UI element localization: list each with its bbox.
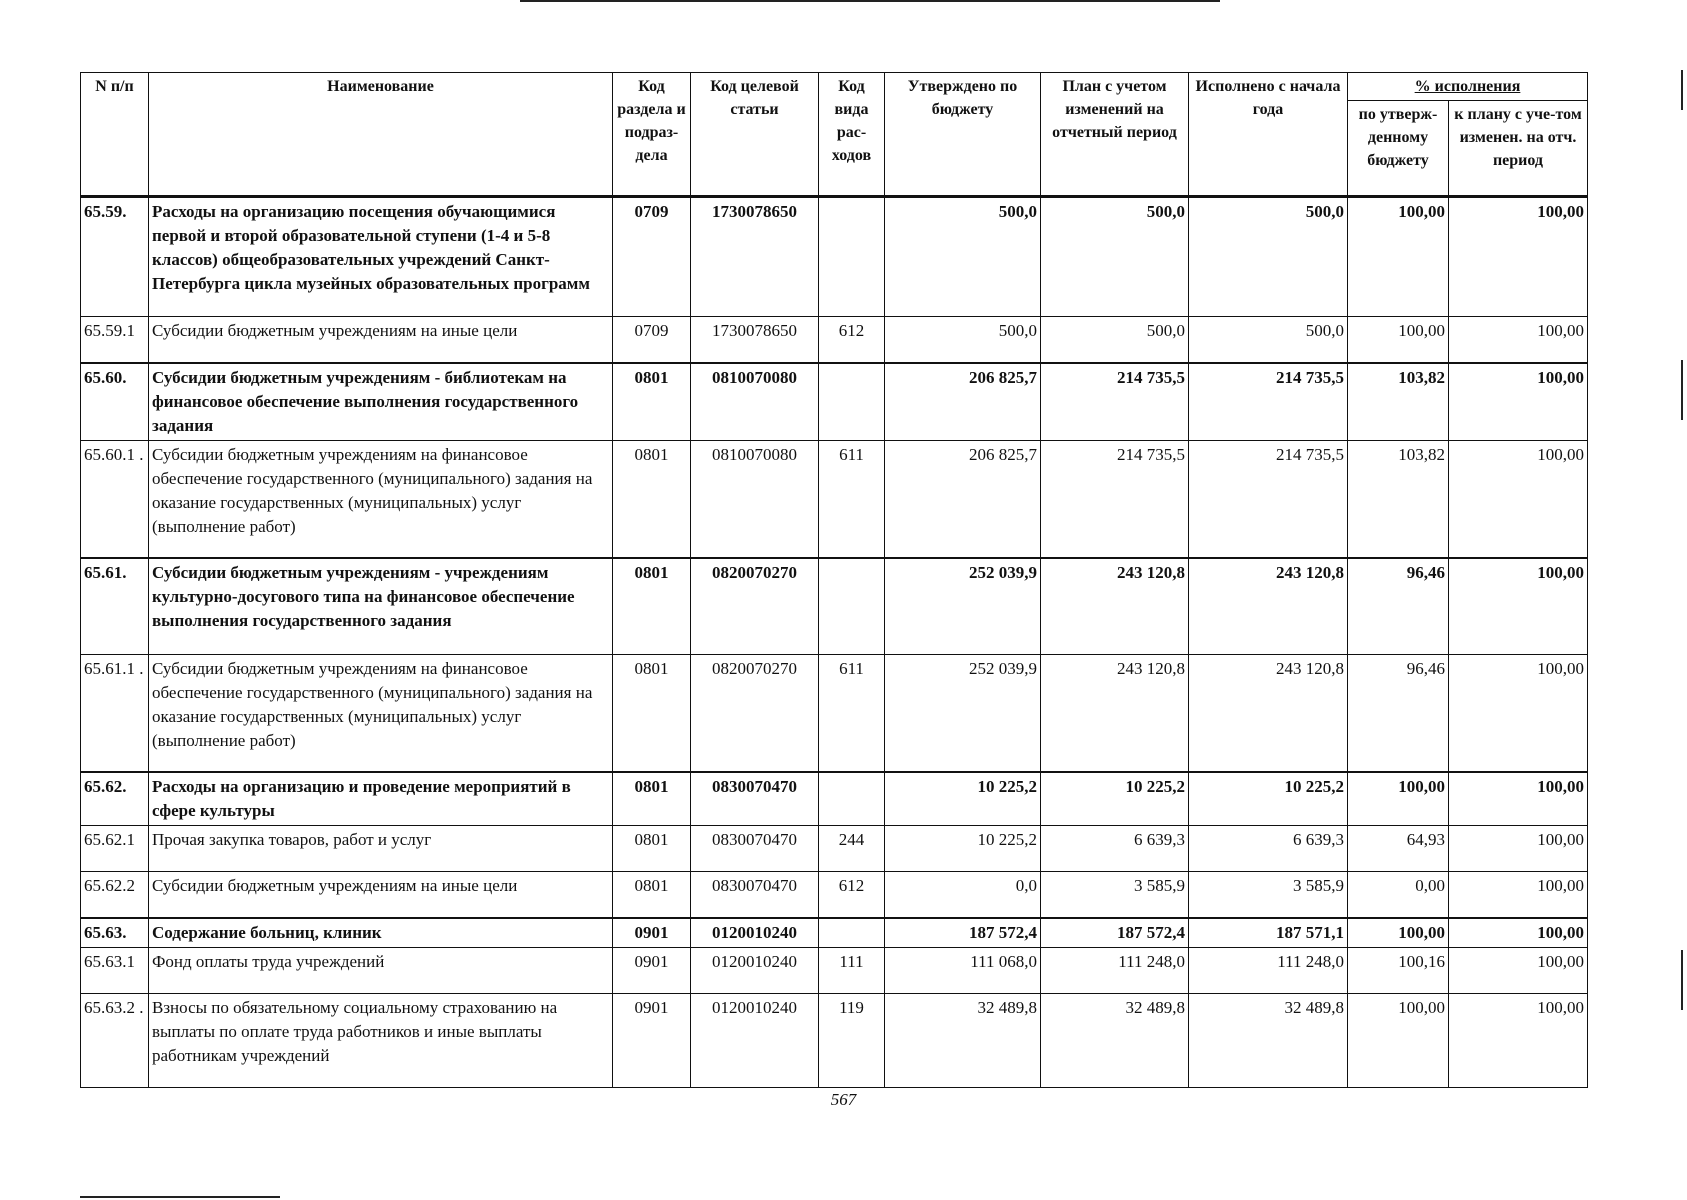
row-executed: 500,0 [1189, 317, 1348, 363]
row-pct-plan: 100,00 [1449, 440, 1588, 558]
row-name: Субсидии бюджетным учреждениям на финансовое обеспечение государственного (муниципального) задания на оказание государственных (муниципальных) услуг (выполнение работ) [149, 440, 613, 558]
row-target-code: 0120010240 [691, 947, 819, 993]
row-expense-type-code: 111 [819, 947, 885, 993]
row-executed: 10 225,2 [1189, 772, 1348, 826]
row-section-code: 0709 [613, 197, 691, 317]
header-executed: Исполнено с начала года [1189, 73, 1348, 197]
table-row [81, 826, 1588, 872]
row-number: 65.59.1 [81, 317, 149, 363]
row-expense-type-code: 611 [819, 654, 885, 772]
row-plan: 187 572,4 [1041, 918, 1189, 948]
row-expense-type-code [819, 918, 885, 948]
row-section-code: 0801 [613, 826, 691, 872]
row-name: Субсидии бюджетным учреждениям - учреждениям культурно-досугового типа на финансовое обеспечение выполнения государственного задания [149, 558, 613, 654]
row-section-code: 0801 [613, 440, 691, 558]
row-expense-type-code: 612 [819, 872, 885, 918]
row-pct-budget: 100,00 [1348, 918, 1449, 948]
row-pct-budget: 64,93 [1348, 826, 1449, 872]
row-plan: 243 120,8 [1041, 558, 1189, 654]
row-executed: 111 248,0 [1189, 947, 1348, 993]
row-target-code: 0820070270 [691, 654, 819, 772]
row-pct-plan: 100,00 [1449, 772, 1588, 826]
row-pct-plan: 100,00 [1449, 363, 1588, 441]
row-approved: 32 489,8 [885, 993, 1041, 1087]
table-row [81, 558, 1588, 654]
row-number: 65.60. [81, 363, 149, 441]
header-percent-group: % исполнения [1348, 73, 1588, 101]
row-section-code: 0801 [613, 558, 691, 654]
row-expense-type-code [819, 558, 885, 654]
row-pct-budget: 100,00 [1348, 993, 1449, 1087]
row-pct-budget: 103,82 [1348, 440, 1449, 558]
scan-edge-mark [1681, 950, 1683, 1010]
table-row [81, 993, 1588, 1087]
row-section-code: 0901 [613, 918, 691, 948]
table-row [81, 918, 1588, 948]
row-plan: 214 735,5 [1041, 363, 1189, 441]
row-pct-plan: 100,00 [1449, 993, 1588, 1087]
row-plan: 243 120,8 [1041, 654, 1189, 772]
row-plan: 10 225,2 [1041, 772, 1189, 826]
row-name: Содержание больниц, клиник [149, 918, 613, 948]
row-expense-type-code [819, 363, 885, 441]
row-expense-type-code: 244 [819, 826, 885, 872]
row-approved: 252 039,9 [885, 654, 1041, 772]
row-pct-budget: 103,82 [1348, 363, 1449, 441]
row-pct-plan: 100,00 [1449, 558, 1588, 654]
row-pct-budget: 100,00 [1348, 772, 1449, 826]
row-name: Взносы по обязательному социальному страхованию на выплаты по оплате труда работников и иные выплаты работникам учреждений [149, 993, 613, 1087]
table-row [81, 197, 1588, 317]
row-pct-plan: 100,00 [1449, 872, 1588, 918]
row-target-code: 0120010240 [691, 918, 819, 948]
row-approved: 500,0 [885, 317, 1041, 363]
row-executed: 243 120,8 [1189, 654, 1348, 772]
row-pct-budget: 100,16 [1348, 947, 1449, 993]
row-name: Субсидии бюджетным учреждениям на иные цели [149, 872, 613, 918]
row-number: 65.63. [81, 918, 149, 948]
table-row [81, 872, 1588, 918]
row-plan: 111 248,0 [1041, 947, 1189, 993]
row-section-code: 0801 [613, 654, 691, 772]
header-plan: План с учетом изменений на отчетный период [1041, 73, 1189, 197]
table-row [81, 772, 1588, 826]
table-row [81, 654, 1588, 772]
header-pct-plan: к плану с уче-том изменен. на отч. период [1449, 101, 1588, 197]
table-body [81, 197, 1588, 1088]
table-row [81, 363, 1588, 441]
row-executed: 6 639,3 [1189, 826, 1348, 872]
table-row [81, 317, 1588, 363]
row-target-code: 0820070270 [691, 558, 819, 654]
row-plan: 500,0 [1041, 197, 1189, 317]
row-expense-type-code [819, 772, 885, 826]
header-section-code: Код раздела и подраз-дела [613, 73, 691, 197]
row-number: 65.62. [81, 772, 149, 826]
row-target-code: 0810070080 [691, 363, 819, 441]
row-approved: 500,0 [885, 197, 1041, 317]
row-executed: 243 120,8 [1189, 558, 1348, 654]
row-approved: 111 068,0 [885, 947, 1041, 993]
row-number: 65.59. [81, 197, 149, 317]
row-approved: 10 225,2 [885, 772, 1041, 826]
header-num: N п/п [81, 73, 149, 197]
row-pct-plan: 100,00 [1449, 317, 1588, 363]
header-approved: Утверждено по бюджету [885, 73, 1041, 197]
header-target-code: Код целевой статьи [691, 73, 819, 197]
row-expense-type-code: 612 [819, 317, 885, 363]
row-pct-budget: 96,46 [1348, 654, 1449, 772]
row-expense-type-code: 119 [819, 993, 885, 1087]
row-pct-plan: 100,00 [1449, 947, 1588, 993]
row-number: 65.60.1 . [81, 440, 149, 558]
header-name: Наименование [149, 73, 613, 197]
header-expense-type-code: Код вида рас-ходов [819, 73, 885, 197]
row-number: 65.61. [81, 558, 149, 654]
row-executed: 214 735,5 [1189, 363, 1348, 441]
row-target-code: 0830070470 [691, 872, 819, 918]
row-number: 65.63.1 [81, 947, 149, 993]
row-section-code: 0901 [613, 947, 691, 993]
table-row [81, 440, 1588, 558]
row-name: Субсидии бюджетным учреждениям на иные цели [149, 317, 613, 363]
row-executed: 32 489,8 [1189, 993, 1348, 1087]
row-approved: 206 825,7 [885, 363, 1041, 441]
row-number: 65.63.2 . [81, 993, 149, 1087]
row-executed: 500,0 [1189, 197, 1348, 317]
row-target-code: 0810070080 [691, 440, 819, 558]
row-number: 65.61.1 . [81, 654, 149, 772]
row-approved: 0,0 [885, 872, 1041, 918]
row-expense-type-code: 611 [819, 440, 885, 558]
row-pct-plan: 100,00 [1449, 826, 1588, 872]
row-name: Фонд оплаты труда учреждений [149, 947, 613, 993]
row-name: Субсидии бюджетным учреждениям - библиотекам на финансовое обеспечение выполнения государственного задания [149, 363, 613, 441]
row-section-code: 0801 [613, 363, 691, 441]
row-name: Прочая закупка товаров, работ и услуг [149, 826, 613, 872]
row-executed: 187 571,1 [1189, 918, 1348, 948]
row-pct-budget: 100,00 [1348, 197, 1449, 317]
row-target-code: 0830070470 [691, 826, 819, 872]
table-row [81, 947, 1588, 993]
row-pct-plan: 100,00 [1449, 654, 1588, 772]
row-plan: 500,0 [1041, 317, 1189, 363]
row-plan: 214 735,5 [1041, 440, 1189, 558]
row-pct-budget: 100,00 [1348, 317, 1449, 363]
top-page-rule [520, 0, 1220, 4]
row-approved: 206 825,7 [885, 440, 1041, 558]
row-name: Расходы на организацию и проведение мероприятий в сфере культуры [149, 772, 613, 826]
row-section-code: 0901 [613, 993, 691, 1087]
row-approved: 252 039,9 [885, 558, 1041, 654]
row-executed: 3 585,9 [1189, 872, 1348, 918]
row-approved: 10 225,2 [885, 826, 1041, 872]
row-target-code: 1730078650 [691, 197, 819, 317]
bottom-page-rule [80, 1196, 280, 1200]
row-plan: 3 585,9 [1041, 872, 1189, 918]
row-pct-plan: 100,00 [1449, 918, 1588, 948]
scan-edge-mark [1681, 360, 1683, 420]
row-pct-budget: 0,00 [1348, 872, 1449, 918]
row-pct-budget: 96,46 [1348, 558, 1449, 654]
row-name: Расходы на организацию посещения обучающимися первой и второй образовательной ступени (1-4 и 5-8 классов) общеобразовательных учреждений Санкт-Петербурга цикла музейных образовательных программ [149, 197, 613, 317]
scan-edge-mark [1681, 70, 1683, 110]
budget-execution-table [80, 72, 1588, 1088]
header-pct-budget: по утверж-денному бюджету [1348, 101, 1449, 197]
row-target-code: 0120010240 [691, 993, 819, 1087]
row-target-code: 1730078650 [691, 317, 819, 363]
row-section-code: 0801 [613, 872, 691, 918]
row-expense-type-code [819, 197, 885, 317]
row-target-code: 0830070470 [691, 772, 819, 826]
row-approved: 187 572,4 [885, 918, 1041, 948]
row-name: Субсидии бюджетным учреждениям на финансовое обеспечение государственного (муниципального) задания на оказание государственных (муниципальных) услуг (выполнение работ) [149, 654, 613, 772]
row-pct-plan: 100,00 [1449, 197, 1588, 317]
row-executed: 214 735,5 [1189, 440, 1348, 558]
row-number: 65.62.1 [81, 826, 149, 872]
row-section-code: 0709 [613, 317, 691, 363]
row-plan: 6 639,3 [1041, 826, 1189, 872]
row-plan: 32 489,8 [1041, 993, 1189, 1087]
page-number: 567 [830, 1090, 857, 1109]
row-number: 65.62.2 [81, 872, 149, 918]
row-section-code: 0801 [613, 772, 691, 826]
